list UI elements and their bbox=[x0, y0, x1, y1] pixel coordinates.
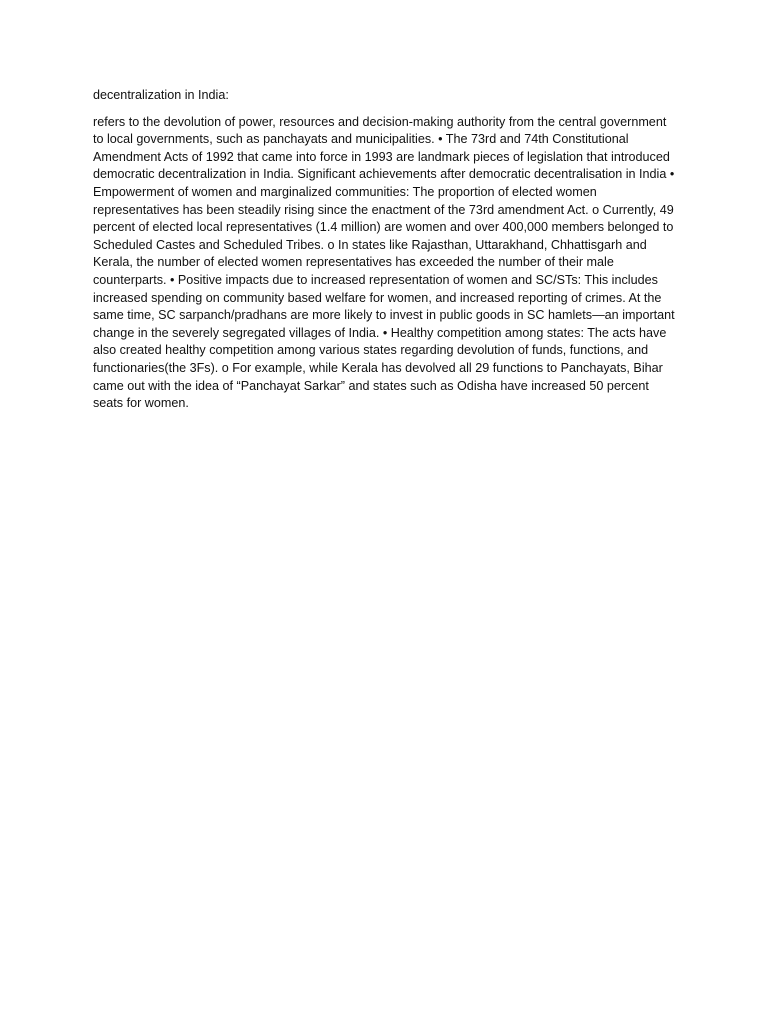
document-body-paragraph: refers to the devolution of power, resources and decision-making authority from the central government to local governments, such as panchayats and municipalities. • The 73rd and 74th Constitutional Amendment Acts of 1992 that came into force in 1993 are landmark pieces of legislation that introduced democratic decentralization in India. Significant achievements after democratic decentralisation in India • Empowerment of women and marginalized communities: The proportion of elected women representatives has been steadily rising since the enactment of the 73rd amendment Act. o Currently, 49 percent of elected local representatives (1.4 million) are women and over 400,000 members belonged to Scheduled Castes and Scheduled Tribes. o In states like Rajasthan, Uttarakhand, Chhattisgarh and Kerala, the number of elected women representatives has exceeded the number of their male counterparts. • Positive impacts due to increased representation of women and SC/STs: This includes increased spending on community based welfare for women, and increased reporting of crimes. At the same time, SC sarpanch/pradhans are more likely to invest in public goods in SC hamlets—an important change in the severely segregated villages of India. • Healthy competition among states: The acts have also created healthy competition among various states regarding devolution of funds, functions, and functionaries(the 3Fs). o For example, while Kerala has devolved all 29 functions to Panchayats, Bihar came out with the idea of “Panchayat Sarkar” and states such as Odisha have increased 50 percent seats for women. bbox=[93, 114, 675, 411]
document-content bbox=[93, 87, 677, 413]
document-heading: decentralization in India: bbox=[93, 88, 229, 102]
